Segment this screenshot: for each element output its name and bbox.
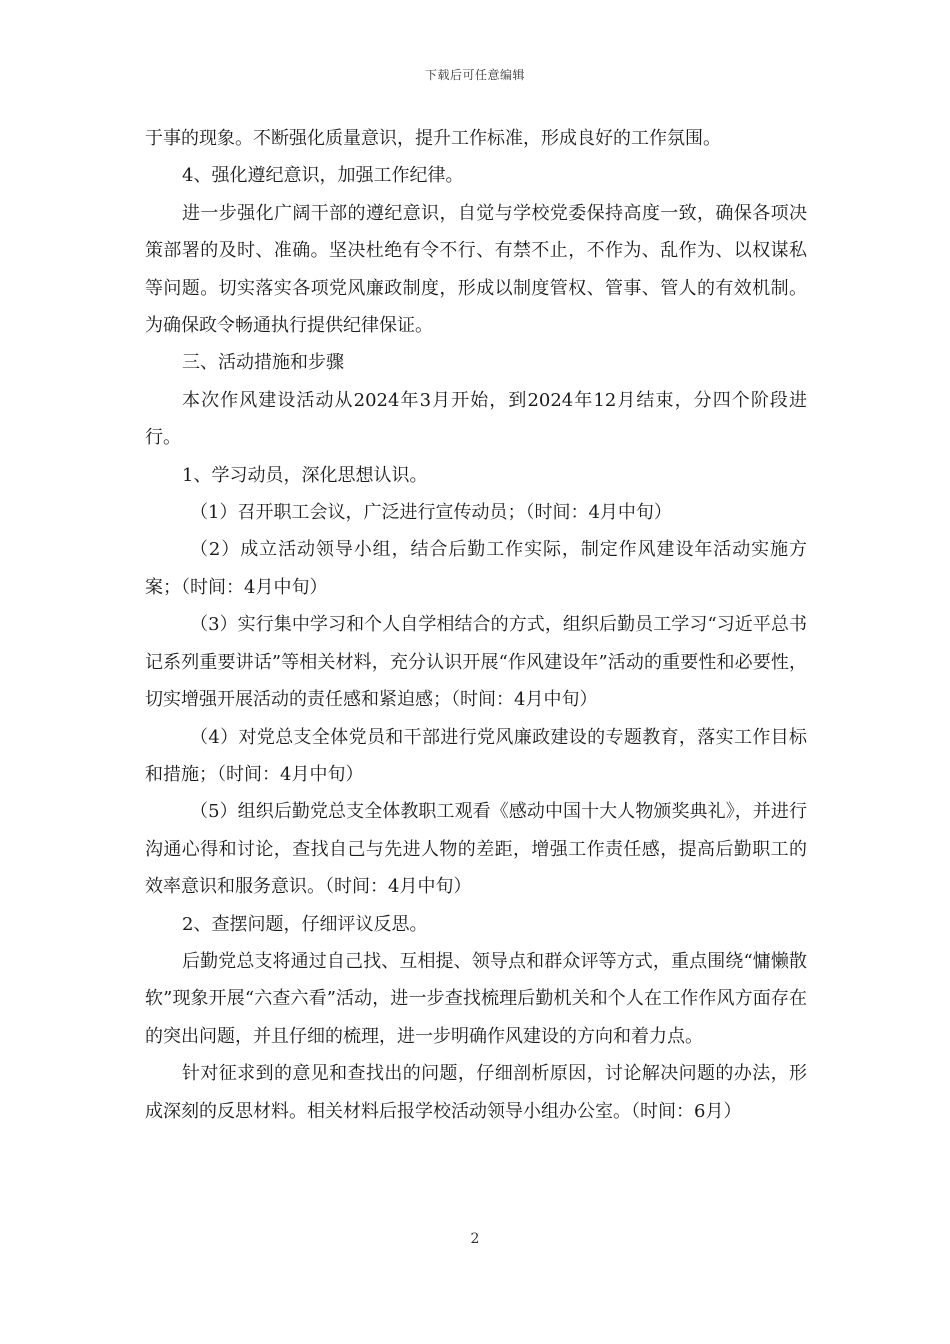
page-number: 2 bbox=[470, 1231, 480, 1247]
list-item-3: （3）实行集中学习和个人自学相结合的方式，组织后勤员工学习“习近平总书记系列重要讲话”等相关材料，充分认识开展“作风建设年”活动的重要性和必要性，切实增强开展活动的责任感和紧迫感；（时间：4月中旬） bbox=[145, 614, 807, 711]
list-item-2: （2）成立活动领导小组，结合后勤工作实际，制定作风建设年活动实施方案；（时间：4月中旬） bbox=[145, 539, 807, 598]
section-heading-3: 三、活动措施和步骤 bbox=[182, 352, 344, 374]
paragraph-heading-1: 1、学习动员，深化思想认识。 bbox=[182, 464, 428, 486]
paragraph-2: 进一步强化广阔干部的遵纪意识，自觉与学校党委保持高度一致，确保各项决策部署的及时、准确。坚决杜绝有令不行、有禁不止，不作为、乱作为、以权谋私等问题。切实落实各项党风廉政制度，形成以制度管权、管事、管人的有效机制。为确保政令畅通执行提供纪律保证。 bbox=[145, 202, 807, 337]
paragraph-heading-4: 4、强化遵纪意识，加强工作纪律。 bbox=[182, 165, 464, 187]
list-item-1: （1）召开职工会议，广泛进行宣传动员；（时间：4月中旬） bbox=[190, 502, 672, 524]
document-body bbox=[145, 120, 807, 1130]
paragraph-4: 后勤党总支将通过自己找、互相提、领导点和群众评等方式，重点围绕“慵懒散软”现象开展“六查六看”活动，进一步查找梳理后勤机关和个人在工作作风方面存在的突出问题，并且仔细的梳理，进一步明确作风建设的方向和着力点。 bbox=[145, 950, 807, 1047]
paragraph-5: 针对征求到的意见和查找出的问题，仔细剖析原因，讨论解决问题的办法，形成深刻的反思材料。相关材料后报学校活动领导小组办公室。（时间：6月） bbox=[145, 1063, 807, 1122]
list-item-4: （4）对党总支全体党员和干部进行党风廉政建设的专题教育，落实工作目标和措施；（时间：4月中旬） bbox=[145, 726, 807, 785]
paragraph-3: 本次作风建设活动从2024年3月开始，到2024年12月结束，分四个阶段进行。 bbox=[145, 389, 807, 449]
paragraph-heading-2: 2、查摆问题，仔细评议反思。 bbox=[182, 913, 428, 935]
paragraph-1: 于事的现象。不断强化质量意识，提升工作标准，形成良好的工作氛围。 bbox=[145, 128, 721, 149]
page-header: 下载后可任意编辑 bbox=[424, 68, 525, 82]
list-item-5: （5）组织后勤党总支全体教职工观看《感动中国十大人物颁奖典礼》，并进行沟通心得和讨论，查找自己与先进人物的差距，增强工作责任感，提高后勤职工的效率意识和服务意识。（时间：4月中旬） bbox=[145, 801, 807, 898]
